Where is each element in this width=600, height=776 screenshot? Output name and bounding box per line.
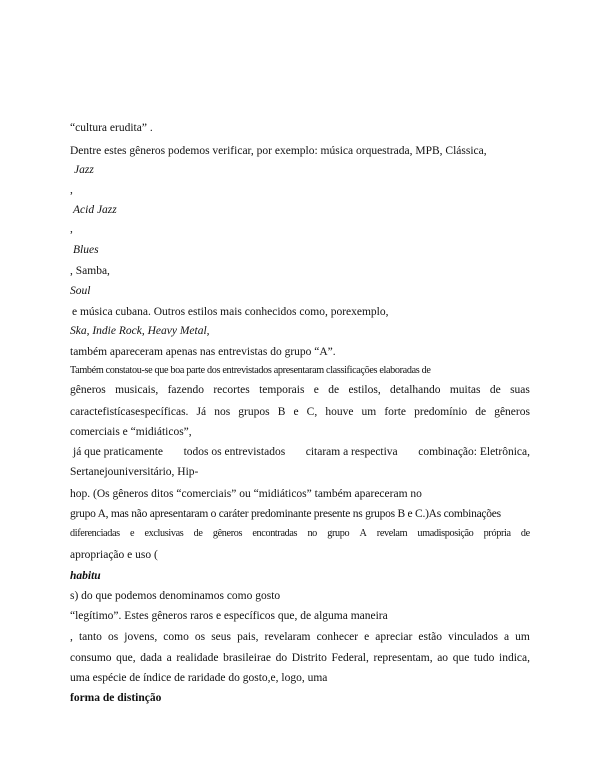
justified-line: já que praticamente todos os entrevistados citaram a respectiva combinação: Eletrônica, [73,446,530,458]
text-line: , [70,184,73,196]
text-line: comerciais e “midiáticos”, [70,426,192,438]
justified-line: consumo que, dada a realidade brasileirae do Distrito Federal, representam, ao que tudo indica, [70,652,530,664]
text-line-italic: Ska, Indie Rock, Heavy Metal, [70,325,210,337]
text-line: uma espécie de índice de raridade do gosto,e, logo, uma [70,672,328,684]
text-line: , Samba, [70,265,110,277]
text-line-bold: forma de distinção [70,692,162,704]
text-line-italic-bold: habitu [70,570,101,582]
text-line: também apareceram apenas nas entrevistas do grupo “A”. [70,346,336,358]
text-line: Sertanejouniversitário, Hip- [70,466,199,478]
text-line: grupo A, mas não apresentaram o caráter predominante presente ns grupos B e C.)As combinações [70,508,501,520]
text-line-italic: Blues [73,244,99,256]
text-line: , [70,223,73,235]
text-line: “cultura erudita” . [70,122,153,134]
text-line-italic: Soul [70,285,91,297]
justified-line: diferenciadas e exclusivas de gêneros encontradas no grupo A revelam umadisposição própria de [70,528,530,539]
justified-line: gêneros musicais, fazendo recortes temporais e de estilos, detalhando muitas de suas [70,384,530,396]
text-line: s) do que podemos denominamos como gosto [70,590,281,602]
justified-line: , tanto os jovens, como os seus pais, revelaram conhecer e apreciar estão vinculados a um [70,631,530,643]
text-line: Dentre estes gêneros podemos verificar, por exemplo: música orquestrada, MPB, Clássica, [70,145,487,157]
text-line: apropriação e uso ( [70,549,158,561]
text-line-italic: Acid Jazz [73,204,117,216]
justified-line: caractefistícasespecíficas. Já nos grupos B e C, houve um forte predomínio de gêneros [70,406,530,418]
text-line: e música cubana. Outros estilos mais conhecidos como, porexemplo, [72,306,389,318]
text-line: hop. (Os gêneros ditos “comerciais” ou “midiáticos” também apareceram no [70,488,422,500]
text-line: “legítimo”. Estes gêneros raros e específicos que, de alguma maneira [70,610,388,622]
text-line: Também constatou-se que boa parte dos entrevistados apresentaram classificações elaboradas de [70,365,431,376]
text-line-italic: Jazz [74,164,94,176]
